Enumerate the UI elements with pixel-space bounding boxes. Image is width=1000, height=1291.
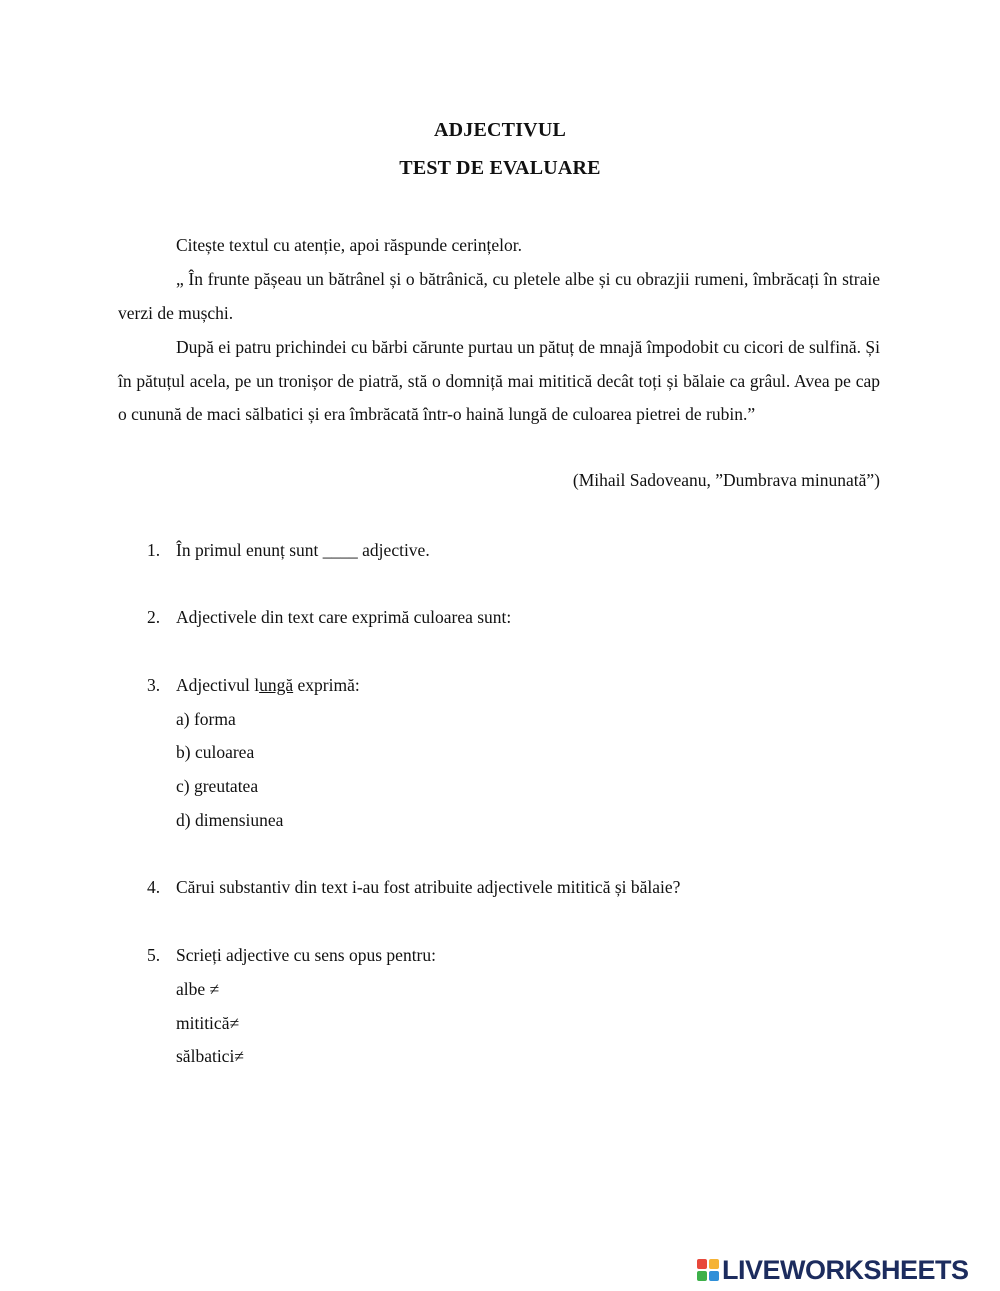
question-3-text-before: Adjectivul l (176, 675, 260, 695)
question-3-text-after: exprimă: (293, 675, 360, 695)
title-line-2: TEST DE EVALUARE (399, 157, 601, 179)
question-3-underlined-word: ungă (259, 675, 294, 695)
question-2 (147, 607, 511, 628)
question-3 (147, 675, 360, 696)
question-3-option-a: a) forma (176, 709, 236, 729)
logo-text: LIVEWORKSHEETS (722, 1254, 969, 1285)
question-1-number: 1. (147, 540, 161, 560)
question-5-item-3: sălbatici≠ (176, 1046, 244, 1066)
instructions: Citește textul cu atenție, apoi răspunde cerințelor. (176, 235, 522, 255)
question-3-option-c: c) greutatea (176, 776, 259, 796)
passage-paragraph-1: „ În frunte pășeau un bătrânel și o bătrânică, cu pletele albe și cu obrazjii rumeni, îmbrăcați în straie verzi de mușchi. (118, 269, 880, 323)
logo-block (709, 1259, 719, 1269)
passage-source: (Mihail Sadoveanu, ”Dumbrava minunată”) (572, 470, 880, 490)
question-4 (147, 877, 680, 898)
question-2-number: 2. (147, 607, 161, 627)
question-3-option-d: d) dimensiunea (176, 810, 284, 830)
liveworksheets-logo (697, 1253, 969, 1287)
question-5-number: 5. (147, 945, 161, 965)
question-4-text: Cărui substantiv din text i-au fost atribuite adjectivele mititică și bălaie? (176, 877, 681, 897)
passage-paragraph-2: După ei patru prichindei cu bărbi cărunte purtau un pătuț de mnajă împodobit cu cicori de sulfină. Și în pătuțul acela, pe un tronișor de piatră, stă o domniță mai mititică decât toți și bălaie ca grâul. Avea pe cap o cunună de maci sălbatici și era îmbrăcată într-o haină lungă de culoarea pietrei de rubin.” (118, 337, 880, 425)
logo-block (709, 1271, 719, 1281)
question-5-item-1: albe ≠ (176, 979, 220, 999)
question-2-text: Adjectivele din text care exprimă culoarea sunt: (176, 607, 512, 627)
question-5-item-2: mititică≠ (176, 1013, 240, 1033)
logo-blocks-icon (697, 1259, 719, 1281)
question-4-number: 4. (147, 877, 161, 897)
question-3-option-b: b) culoarea (176, 742, 255, 762)
question-5 (147, 945, 436, 966)
question-1 (147, 540, 430, 561)
logo-block (697, 1271, 707, 1281)
question-1-text: În primul enunț sunt ____ adjective. (176, 540, 430, 560)
logo-block (697, 1259, 707, 1269)
title-line-1: ADJECTIVUL (433, 119, 567, 141)
question-5-text: Scrieți adjective cu sens opus pentru: (176, 945, 436, 965)
question-3-number: 3. (147, 675, 161, 695)
